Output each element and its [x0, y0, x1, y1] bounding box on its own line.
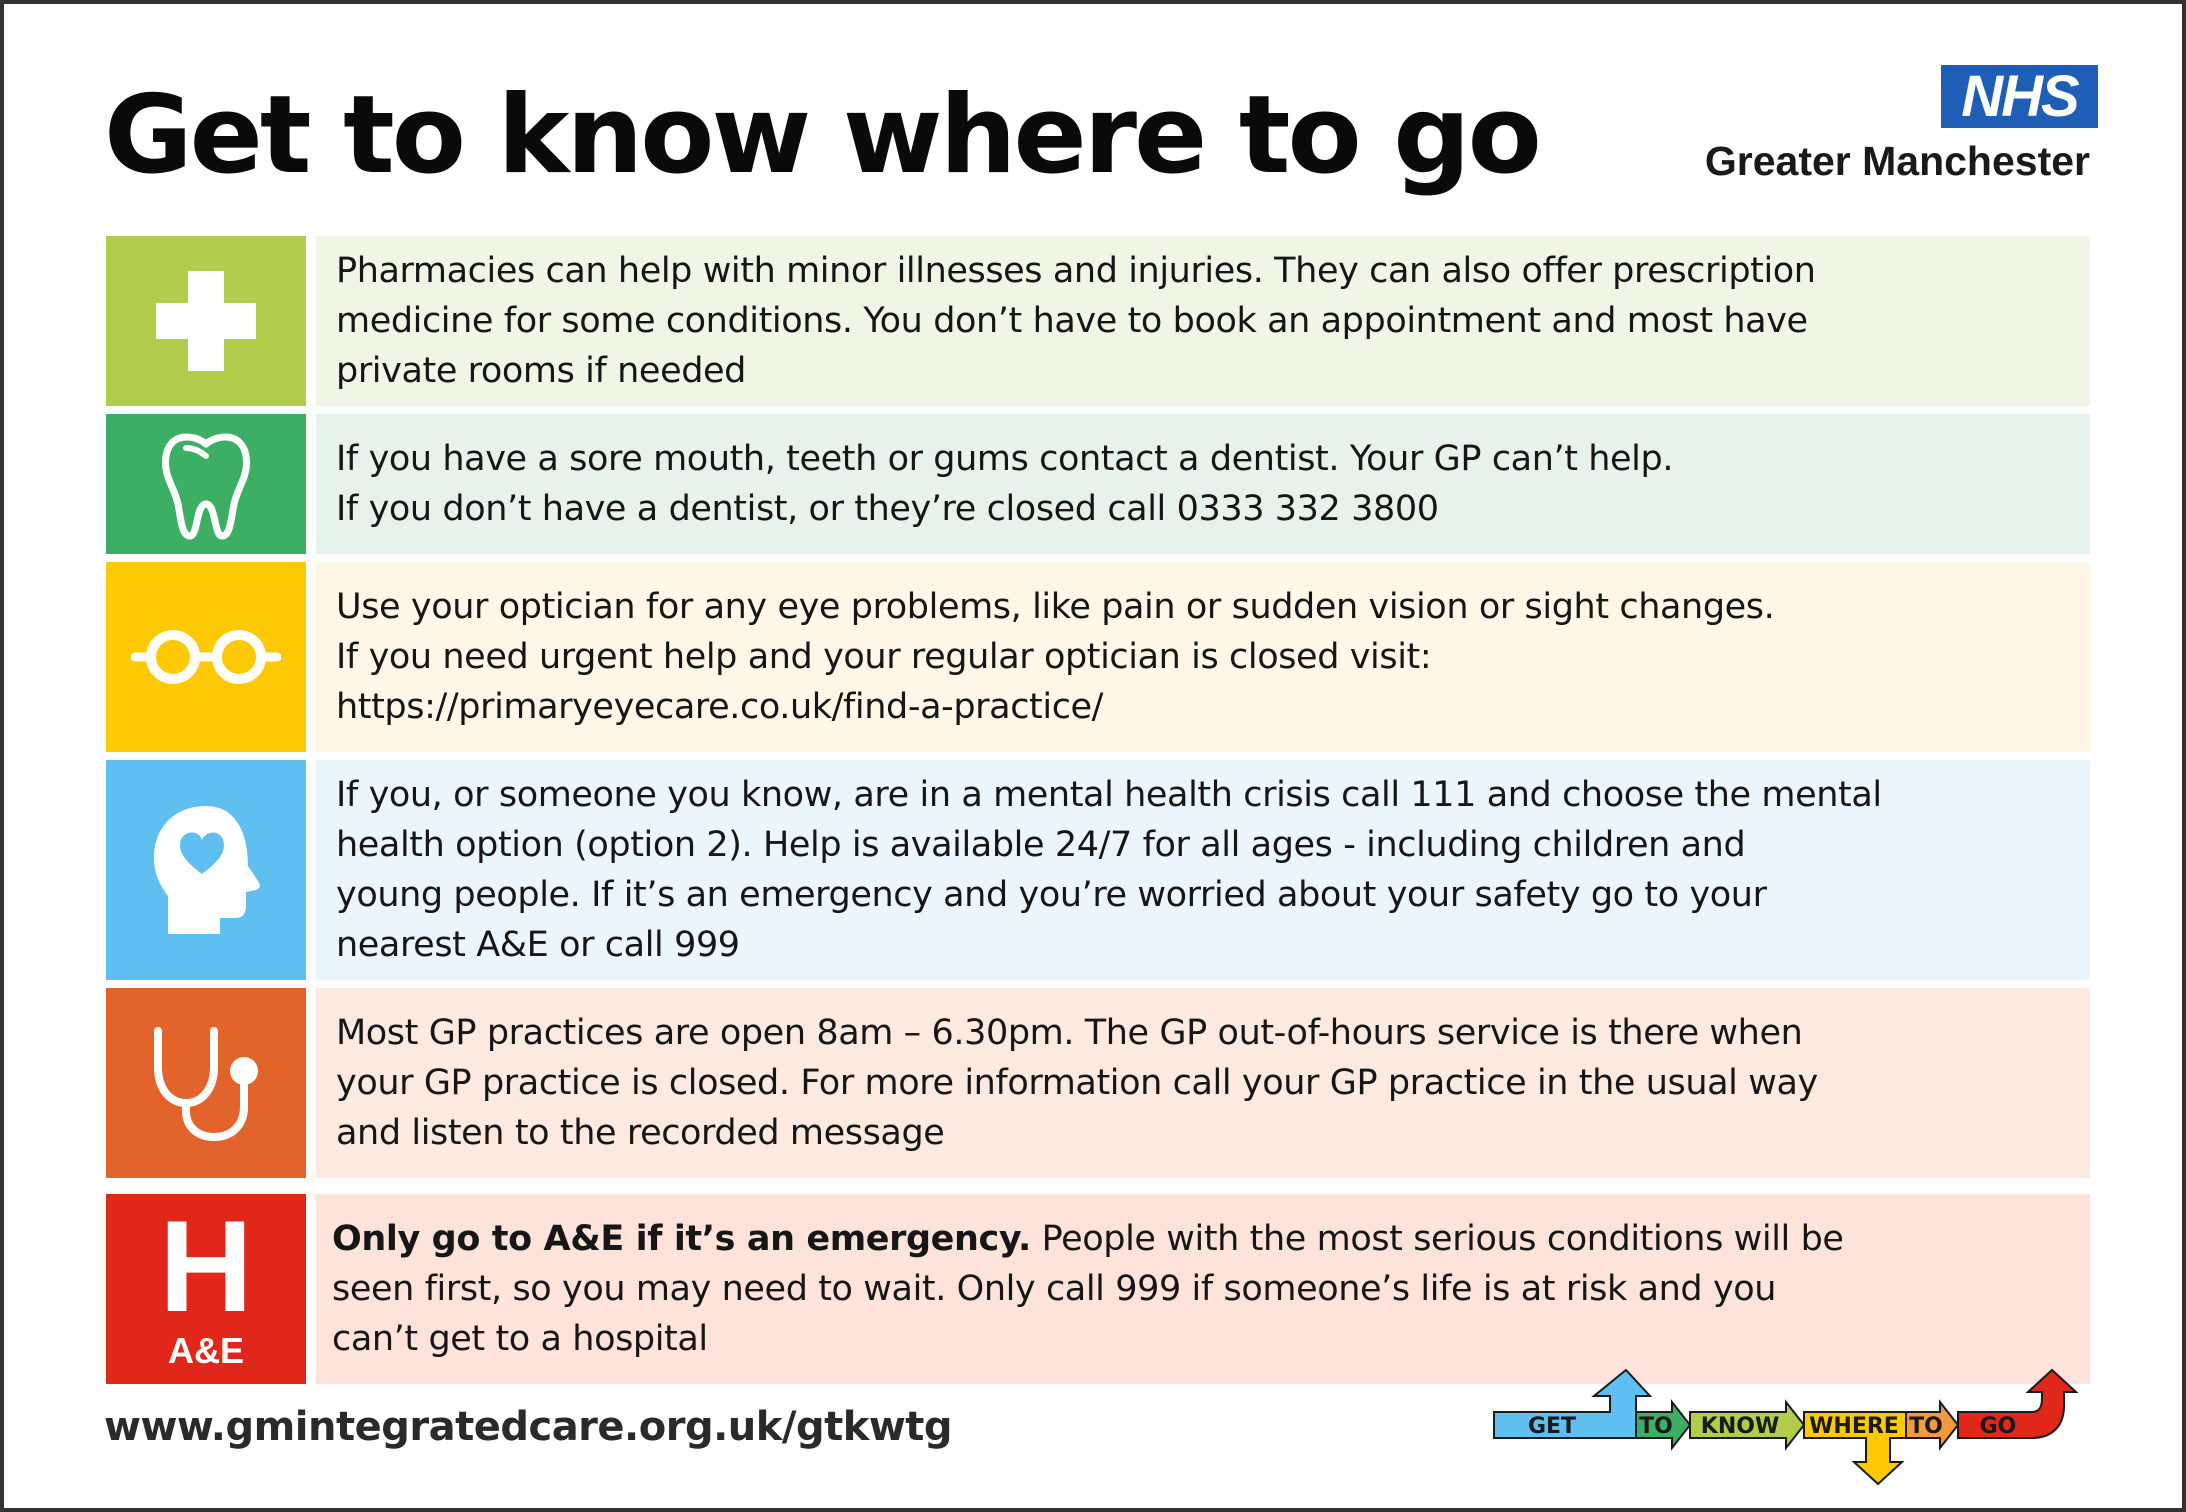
text-line: private rooms if needed: [336, 351, 746, 391]
text-line: If you have a sore mouth, teeth or gums contact a dentist. Your GP can’t help.: [336, 439, 1674, 479]
cross-icon: [151, 266, 261, 376]
nhs-logo: NHS: [1941, 65, 2098, 128]
row-optician: [106, 562, 2090, 752]
icon-panel-optician: [106, 562, 306, 752]
text-panel-dentist: [316, 414, 2090, 554]
head-heart-icon: [146, 800, 266, 940]
hospital-h-icon: H: [159, 1193, 253, 1339]
row-dentist: [106, 414, 2090, 554]
campaign-arrow-go: [1958, 1370, 2076, 1438]
text-panel-ae: [316, 1194, 2090, 1384]
campaign-word: GET: [1527, 1414, 1577, 1439]
row-ae: [106, 1194, 2090, 1384]
text-line: and listen to the recorded message: [336, 1113, 945, 1153]
icon-panel-pharmacy: [106, 236, 306, 406]
nhs-org-name: Greater Manchester: [1704, 138, 2090, 184]
icon-panel-mental-health: [106, 760, 306, 980]
icon-panel-gp: [106, 988, 306, 1178]
campaign-word: KNOW: [1700, 1414, 1780, 1439]
ae-line-rest: People with the most serious conditions will be: [1030, 1219, 1844, 1259]
text-line: nearest A&E or call 999: [336, 925, 740, 965]
text-line: health option (option 2). Help is available 24/7 for all ages - including children and: [336, 825, 1746, 865]
campaign-word: GO: [1979, 1414, 2017, 1439]
text-line: [332, 1214, 2070, 1264]
row-mental-health: [106, 760, 2090, 980]
text-line: https://primaryeyecare.co.uk/find-a-practice/: [336, 687, 1104, 727]
page-title: Get to know where to go: [104, 73, 1539, 198]
campaign-word: TO: [1639, 1414, 1673, 1439]
row-pharmacy: [106, 236, 2090, 406]
tooth-icon: [156, 424, 256, 544]
text-line: Use your optician for any eye problems, like pain or sudden vision or sight changes.: [336, 587, 1775, 627]
footer-url[interactable]: www.gmintegratedcare.org.uk/gtkwtg: [104, 1404, 953, 1450]
text-line: If you don’t have a dentist, or they’re closed call 0333 332 3800: [336, 489, 1439, 529]
text-line: Most GP practices are open 8am – 6.30pm. The GP out-of-hours service is there when: [336, 1013, 1803, 1053]
text-line: If you, or someone you know, are in a mental health crisis call 111 and choose the mental: [336, 775, 1882, 815]
glasses-icon: [131, 622, 281, 692]
text-line: your GP practice is closed. For more information call your GP practice in the usual way: [336, 1063, 1818, 1103]
text-line: seen first, so you may need to wait. Only call 999 if someone’s life is at risk and you: [332, 1269, 1777, 1309]
text-line: young people. If it’s an emergency and you’re worried about your safety go to your: [336, 875, 1767, 915]
text-panel-gp: [316, 988, 2090, 1178]
text-panel-pharmacy: [316, 236, 2090, 406]
text-panel-mental-health: [316, 760, 2090, 980]
ae-bold-lead: Only go to A&E if it’s an emergency.: [332, 1219, 1031, 1259]
text-line: can’t get to a hospital: [332, 1319, 708, 1359]
text-line: If you need urgent help and your regular optician is closed visit:: [336, 637, 1432, 677]
text-line: medicine for some conditions. You don’t have to book an appointment and most have: [336, 301, 1808, 341]
ae-icon-label: A&E: [167, 1330, 244, 1371]
row-gp: [106, 988, 2090, 1178]
icon-panel-ae: [106, 1194, 306, 1384]
campaign-word: TO: [1909, 1414, 1943, 1439]
text-line: Pharmacies can help with minor illnesses and injuries. They can also offer prescription: [336, 251, 1816, 291]
campaign-word: WHERE: [1809, 1414, 1899, 1439]
text-panel-optician: [316, 562, 2090, 752]
stethoscope-icon: [146, 1023, 266, 1143]
icon-panel-dentist: [106, 414, 306, 554]
campaign-logo: [1490, 1366, 2100, 1486]
